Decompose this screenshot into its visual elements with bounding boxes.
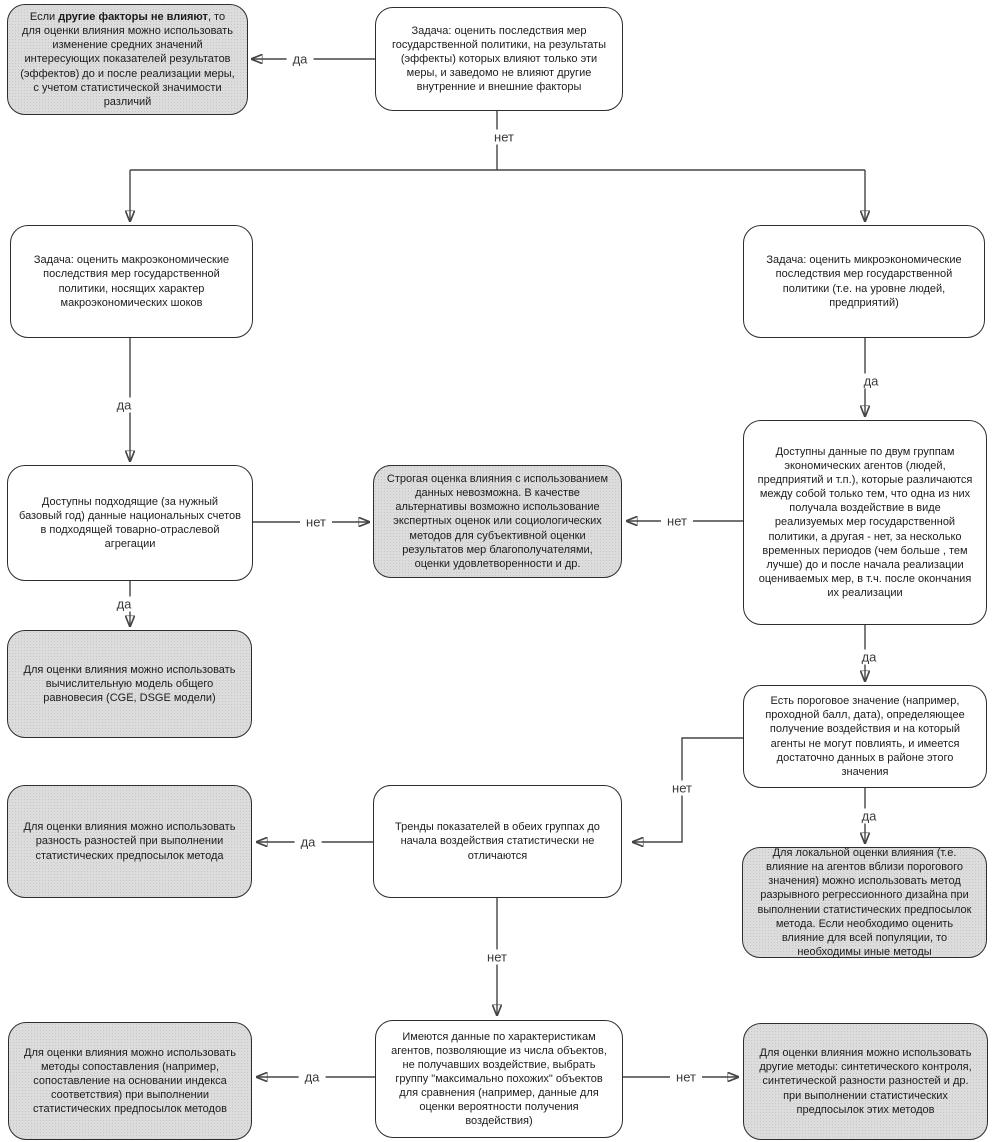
edge-label-micro-yes: да <box>858 374 885 389</box>
edge-label-root-no: нет <box>488 130 520 145</box>
node-micro-task-text: Задача: оценить микроэкономические последствия мер государственной политики (т.е. на уровне людей, предприятий) <box>766 254 962 309</box>
node-national-accounts <box>7 465 253 581</box>
node-synthetic-methods-text: Для оценки влияния можно использовать другие методы: синтетического контроля, синтетической разности разностей и др. при выполнении статистических предпосылок этих методов <box>759 1047 972 1116</box>
node-matching-data <box>375 1020 623 1138</box>
node-root-task <box>375 7 623 111</box>
node-two-groups-data-text: Доступны данные по двум группам экономических агентов (людей, предприятий и т.п.), которые различаются между собой только тем, что одна из них получала воздействие в виде реализуемых мер государственной политики, а другая - нет, за несколько временных периодов (чем больше , тем лучше) до и после начала реализации оцениваемых мер, в т.ч. после окончания их реализации <box>757 446 973 599</box>
node-before-after-method-text: Если другие факторы не влияют, то для оценки влияния можно использовать изменение средних значений интересующих показателей результатов (эффектов) до и после реализации меры, с учетом статистической значимости различий <box>20 11 235 108</box>
edge-label-macro-yes: да <box>111 398 138 413</box>
node-national-accounts-text: Доступны подходящие (за нужный базовый год) данные национальных счетов в подходящей товарно-отраслевой агрегации <box>19 495 241 551</box>
node-matching-method-text: Для оценки влияния можно использовать методы сопоставления (например, сопоставление на основании индекса соответствия) при выполнении статистических предпосылок методов <box>24 1046 236 1116</box>
node-synthetic-methods <box>743 1023 988 1140</box>
edge-label-threshold-no: нет <box>666 781 698 796</box>
node-rdd-method <box>742 847 987 958</box>
edge-label-accounts-yes: да <box>111 597 138 612</box>
node-matching-method <box>8 1022 252 1140</box>
edge-label-trends-yes: да <box>295 835 322 850</box>
edge-label-two-groups-yes: да <box>856 650 883 665</box>
node-matching-data-text: Имеются данные по характеристикам агентов, позволяющие из числа объектов, не получавших воздействие, выбрать группу "максимально похожих" объектов для сравнения (например, данные для оценки вероятности получения воздействия) <box>391 1030 607 1128</box>
node-threshold <box>743 685 987 788</box>
node-did-method <box>7 785 252 898</box>
edge-label-two-groups-no: нет <box>661 514 693 529</box>
node-macro-task-text: Задача: оценить макроэкономические последствия мер государственной политики, носящих характер макроэкономических шоков <box>33 254 230 309</box>
node-expert-alternative-text: Строгая оценка влияния с использованием данных невозможна. В качестве альтернативы возможно использование экспертных оценок или социологических методов для субъективной оценки результатов мер благополучателями, оценки удовлетворенности и др. <box>386 473 609 570</box>
node-cge-model <box>7 630 252 738</box>
node-before-after-method <box>7 4 248 115</box>
node-micro-task <box>743 225 985 338</box>
node-cge-model-text: Для оценки влияния можно использовать вычислительную модель общего равновесия (CGE, DSGE модели) <box>23 663 236 705</box>
node-expert-alternative <box>373 465 622 578</box>
node-did-method-text: Для оценки влияния можно использовать разность разностей при выполнении статистических предпосылок метода <box>23 821 236 862</box>
edge-label-threshold-yes: да <box>856 809 883 824</box>
node-threshold-text: Есть пороговое значение (например, проходной балл, дата), определяющее получение воздействия и на который агенты не могут повлиять, и имеется достаточно данных в районе этого значения <box>765 695 965 778</box>
node-root-task-text: Задача: оценить последствия мер государственной политики, на результаты (эффекты) которых влияют только эти меры, и заведомо не влияют другие внутренние и внешние факторы <box>391 24 607 94</box>
node-macro-task <box>10 225 253 338</box>
node-trends <box>373 785 622 898</box>
edge-label-matching-yes: да <box>299 1070 326 1085</box>
edge-label-root-yes: да <box>287 52 314 67</box>
edge-label-accounts-no: нет <box>300 515 332 530</box>
edge-label-matching-no: нет <box>670 1070 702 1085</box>
node-rdd-method-text: Для локальной оценки влияния (т.е. влияние на агентов вблизи порогового значения) можно использовать метод разрывного регрессионного дизайна при выполнении статистических предпосылок метода. Если необходимо оценить влияние для всей популяции, то необходимы иные методы <box>757 847 972 958</box>
edge-label-trends-no: нет <box>481 950 513 965</box>
node-trends-text: Тренды показателей в обеих группах до начала воздействия статистически не отличаются <box>395 821 600 862</box>
node-two-groups-data <box>743 420 987 625</box>
